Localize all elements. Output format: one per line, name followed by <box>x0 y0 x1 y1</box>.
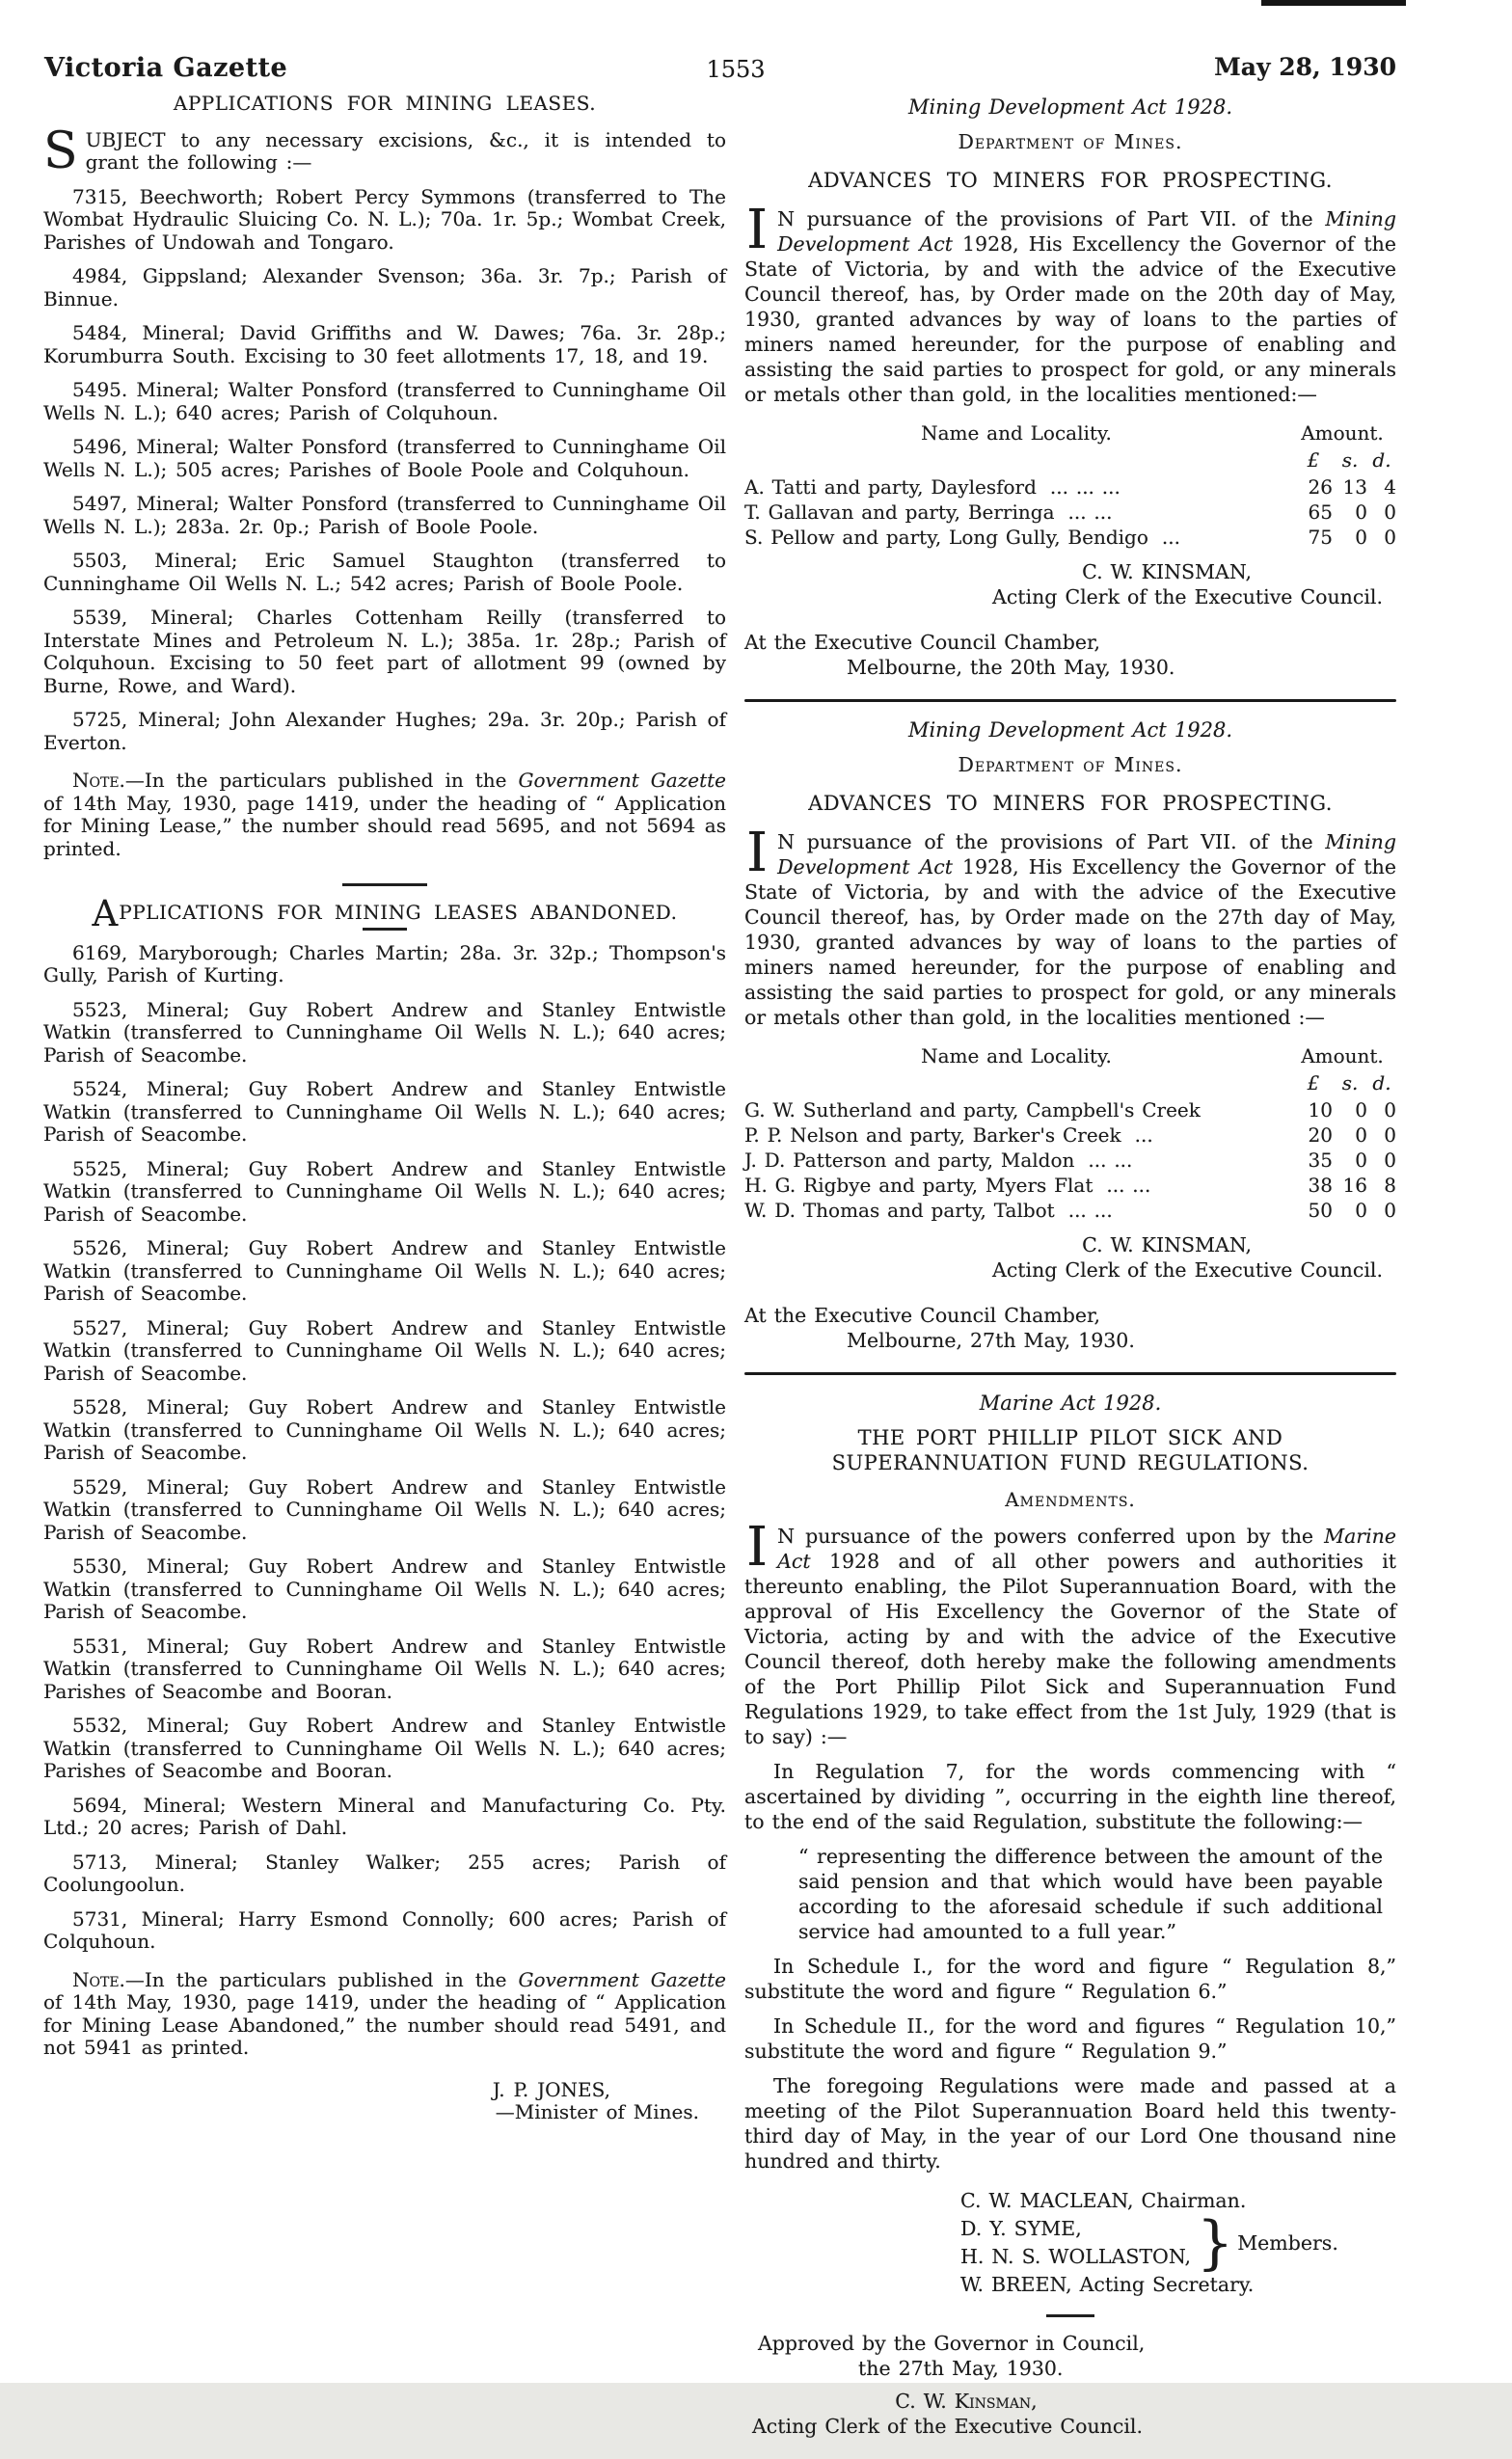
row-pounds: 26 <box>1308 475 1333 499</box>
row-pounds: 50 <box>1308 1199 1333 1222</box>
row-pence: 4 <box>1384 475 1396 499</box>
dropcap-s: S <box>43 122 78 180</box>
regulation7-paragraph: In Regulation 7, for the words commencing with “ ascertained by dividing ”, occurring in the eighth line thereof, to the end of the said Regulation, substitute the following:— <box>744 1760 1396 1833</box>
table-row <box>744 525 1396 550</box>
heading-initial-a: A <box>92 893 120 934</box>
clerk-signature-block <box>744 1232 1396 1283</box>
abandoned-entry: 5527, Mineral; Guy Robert Andrew and Stanley Entwistle Watkin (transferred to Cunninghame Oil Wells N. L.); 640 acres; Parish of Seacombe. <box>43 1315 726 1385</box>
abandoned-entry: 5713, Mineral; Stanley Walker; 255 acres; Parish of Coolungoolun. <box>43 1850 726 1896</box>
abandoned-note <box>43 1969 726 2060</box>
row-shillings: 0 <box>1355 526 1367 549</box>
abandoned-entry: 6169, Maryborough; Charles Martin; 28a. 3r. 32p.; Thompson's Gully, Parish of Kurting. <box>43 940 726 986</box>
row-pence: 0 <box>1384 1199 1396 1222</box>
unit-pounds: £ <box>1307 448 1320 472</box>
unit-shillings: s. <box>1341 448 1359 472</box>
abandoned-entry: 5532, Mineral; Guy Robert Andrew and Stanley Entwistle Watkin (transferred to Cunninghame Oil Wells N. L.); 640 acres; Parishes of Seacombe and Booran. <box>43 1714 726 1782</box>
advances-heading: ADVANCES TO MINERS FOR PROSPECTING. <box>808 792 1333 815</box>
row-pence: 8 <box>1384 1174 1396 1197</box>
leases-intro-text: UBJECT to any necessary excisions, &c., it is intended to grant the following :— <box>85 127 726 174</box>
row-name: H. G. Rigbye and party, Myers Flat <box>744 1174 1094 1197</box>
table-row <box>744 1148 1396 1173</box>
row-name: W. D. Thomas and party, Talbot <box>744 1199 1055 1222</box>
row-pence: 0 <box>1384 1148 1396 1172</box>
dropcap-i: I <box>746 199 769 261</box>
members-brace-glyph: } <box>1197 2209 1234 2277</box>
table-row <box>744 474 1396 500</box>
final-clerk-role: Acting Clerk of the Executive Council. <box>752 2415 1143 2438</box>
council-chamber-block <box>744 630 1396 680</box>
member-signature: H. N. S. WOLLASTON, <box>960 2245 1191 2268</box>
row-leader-dots: ... <box>1134 1123 1153 1147</box>
clerk-signature-name: C. W. KINSMAN, <box>1082 560 1252 583</box>
member-signature: D. Y. SYME, <box>960 2217 1082 2240</box>
row-name: G. W. Sutherland and party, Campbell's Creek <box>744 1098 1201 1121</box>
chamber-date-line: Melbourne, 27th May, 1930. <box>847 1328 1135 1352</box>
department-line: Department of Mines. <box>958 753 1183 776</box>
row-pounds: 75 <box>1308 526 1333 549</box>
row-pence: 0 <box>1384 1098 1396 1121</box>
right-column <box>744 91 1396 2459</box>
row-pounds: 35 <box>1308 1148 1333 1172</box>
row-shillings: 16 <box>1342 1174 1367 1197</box>
amendments-subheading: Amendments. <box>1005 1488 1136 1511</box>
row-shillings: 0 <box>1355 500 1367 524</box>
row-shillings: 0 <box>1355 1148 1367 1172</box>
notice-divider-rule <box>744 1372 1396 1375</box>
note-label: Note. <box>72 769 125 792</box>
row-shillings: 0 <box>1355 1123 1367 1147</box>
section-heading-mining-leases: APPLICATIONS FOR MINING LEASES. <box>173 92 597 115</box>
heading-underline-dash <box>363 928 407 931</box>
lease-entry: 5496, Mineral; Walter Ponsford (transferred to Cunninghame Oil Wells N. L.); 505 acres; Parishes of Boole Poole and Colquhoun. <box>43 435 726 481</box>
notice1-act-italic: Mining Development Act <box>777 207 1396 256</box>
notice2-body <box>744 822 1396 1030</box>
section-divider-rule <box>342 883 427 886</box>
print-corner-mark <box>1261 0 1406 6</box>
notice2-body-post: 1928, His Excellency the Governor of the State of Victoria, by and with the advice of the Executive Council thereof, has, by Order made on the 27th day of May, 1930, granted advances by way of loans to the parties of miners named hereunder, for the purpose of enabling and assisting the said parties to prospect for gold, or any minerals or metals other than gold, in the localities mentioned :— <box>744 855 1396 1029</box>
advances-table-1 <box>744 420 1396 550</box>
final-clerk-block <box>744 2389 1207 2439</box>
leases-note <box>43 770 726 860</box>
abandoned-entry: 5524, Mineral; Guy Robert Andrew and Stanley Entwistle Watkin (transferred to Cunninghame Oil Wells N. L.); 640 acres; Parish of Seacombe. <box>43 1077 726 1146</box>
row-pence: 0 <box>1384 1123 1396 1147</box>
notice3-body <box>744 1516 1396 1749</box>
row-leader-dots: ... ... <box>1067 500 1113 524</box>
currency-units-row <box>744 447 1396 473</box>
row-shillings: 0 <box>1355 1098 1367 1121</box>
approval-block <box>758 2331 1396 2381</box>
lease-entry: 5495. Mineral; Walter Ponsford (transferred to Cunninghame Oil Wells N. L.); 640 acres; Parish of Colquhoun. <box>43 378 726 424</box>
notice2-act-italic: Mining Development Act <box>777 830 1396 878</box>
units-spacer <box>744 1070 1294 1095</box>
row-pounds: 65 <box>1308 500 1333 524</box>
row-shillings: 0 <box>1355 1199 1367 1222</box>
abandoned-entry: 5529, Mineral; Guy Robert Andrew and Stanley Entwistle Watkin (transferred to Cunninghame Oil Wells N. L.); 640 acres; Parish of Seacombe. <box>43 1474 726 1544</box>
members-signature-row <box>960 2209 1396 2277</box>
table-row <box>744 1097 1396 1122</box>
left-column <box>43 91 726 2144</box>
col-header-amount: Amount. <box>1301 1044 1384 1067</box>
notice1-body-pre: N pursuance of the provisions of Part VII. of the <box>777 207 1326 230</box>
page-number: 1553 <box>706 56 766 83</box>
substitution-quote: “ representing the difference between the amount of the said pension and that which would have been payable according to the aforesaid schedule if such additional service had amounted to a full year.” <box>798 1845 1383 1943</box>
act-title: Mining Development Act 1928. <box>907 718 1233 742</box>
approval-line: Approved by the Governor in Council, <box>758 2332 1146 2355</box>
row-name: S. Pellow and party, Long Gully, Bendigo <box>744 526 1148 549</box>
clerk-signature-role: Acting Clerk of the Executive Council. <box>992 585 1383 608</box>
unit-shillings: s. <box>1341 1071 1359 1094</box>
lease-entry: 4984, Gippsland; Alexander Svenson; 36a. 3r. 7p.; Parish of Binnue. <box>43 264 726 311</box>
row-leader-dots: ... ... <box>1067 1199 1113 1222</box>
notice3-act-italic: Marine Act <box>777 1525 1396 1573</box>
publication-title: Victoria Gazette <box>44 53 288 83</box>
unit-pence: d. <box>1372 448 1391 472</box>
row-leader-dots: ... ... <box>1088 1148 1133 1172</box>
notice3-body-pre: N pursuance of the powers conferred upon by the <box>777 1525 1325 1548</box>
chamber-line: At the Executive Council Chamber, <box>744 1303 1101 1327</box>
row-name: P. P. Nelson and party, Barker's Creek <box>744 1123 1121 1147</box>
lease-entry: 5503, Mineral; Eric Samuel Staughton (transferred to Cunninghame Oil Wells N. L.; 542 acres; Parish of Boole Poole. <box>43 549 726 595</box>
col-header-name-locality: Name and Locality. <box>921 421 1112 445</box>
final-clerk-name: C. W. Kinsman, <box>895 2390 1038 2413</box>
note-text: —In the particulars published in the <box>124 769 519 792</box>
heading-rest: PPLICATIONS FOR MINING LEASES ABANDONED. <box>119 901 678 924</box>
col-header-name-locality: Name and Locality. <box>921 1044 1112 1067</box>
row-pence: 0 <box>1384 500 1396 524</box>
notice1-body-post: 1928, His Excellency the Governor of the State of Victoria, by and with the advice of the Executive Council thereof, has, by Order made on the 20th day of May, 1930, granted advances by way of loans to the parties of miners named hereunder, for the purpose of enabling and assisting the said parties to prospect for gold, or any minerals or metals other than gold, in the localities mentioned:— <box>744 232 1396 406</box>
abandoned-entry: 5523, Mineral; Guy Robert Andrew and Stanley Entwistle Watkin (transferred to Cunninghame Oil Wells N. L.); 640 acres; Parish of Seacombe. <box>43 997 726 1067</box>
table-header-row <box>744 420 1396 446</box>
table-row <box>744 1173 1396 1198</box>
notice2-body-pre: N pursuance of the provisions of Part VII. of the <box>777 830 1326 853</box>
row-pounds: 10 <box>1308 1098 1333 1121</box>
abandoned-entry: 5731, Mineral; Harry Esmond Connolly; 600 acres; Parish of Colquhoun. <box>43 1906 726 1953</box>
row-pence: 0 <box>1384 526 1396 549</box>
small-divider-dash <box>1046 2314 1094 2317</box>
unit-pence: d. <box>1372 1071 1391 1094</box>
closing-paragraph: The foregoing Regulations were made and passed at a meeting of the Pilot Superannuation Board held this twenty-third day of May, in the year of our Lord One thousand nine hundred and thirty. <box>744 2074 1396 2173</box>
abandoned-entry: 5531, Mineral; Guy Robert Andrew and Stanley Entwistle Watkin (transferred to Cunninghame Oil Wells N. L.); 640 acres; Parishes of Seacombe and Booran. <box>43 1634 726 1703</box>
clerk-signature-block <box>744 559 1396 609</box>
council-chamber-block <box>744 1303 1396 1353</box>
section-heading-abandoned <box>43 893 726 934</box>
row-pounds: 20 <box>1308 1123 1333 1147</box>
row-name: T. Gallavan and party, Berringa <box>744 500 1055 524</box>
chamber-date-line: Melbourne, the 20th May, 1930. <box>847 655 1175 679</box>
table-header-row <box>744 1043 1396 1068</box>
advances-heading: ADVANCES TO MINERS FOR PROSPECTING. <box>808 169 1333 192</box>
approval-date-line: the 27th May, 1930. <box>858 2357 1064 2380</box>
schedule2-paragraph: In Schedule II., for the word and figures “ Regulation 10,” substitute the word and figure “ Regulation 9.” <box>744 2014 1396 2063</box>
clerk-signature-role: Acting Clerk of the Executive Council. <box>992 1258 1383 1282</box>
clerk-signature-name: C. W. KINSMAN, <box>1082 1233 1252 1257</box>
leases-intro <box>43 122 726 180</box>
advances-table-2 <box>744 1043 1396 1223</box>
lease-entry: 5539, Mineral; Charles Cottenham Reilly (transferred to Interstate Mines and Petroleum N. L.); 385a. 1r. 28p.; Parish of Colquhoun. Excising to 50 feet part of allotment 99 (owned by Burne, Rowe, and Ward). <box>43 606 726 697</box>
abandoned-entry: 5530, Mineral; Guy Robert Andrew and Stanley Entwistle Watkin (transferred to Cunninghame Oil Wells N. L.); 640 acres; Parish of Seacombe. <box>43 1554 726 1623</box>
dropcap-i: I <box>746 1516 769 1579</box>
notice-divider-rule <box>744 699 1396 702</box>
note-italic-gazette: Government Gazette <box>518 769 726 792</box>
minister-signature-name: J. P. JONES, <box>492 2077 610 2101</box>
row-leader-dots <box>1201 1097 1294 1122</box>
abandoned-entry: 5694, Mineral; Western Mineral and Manufacturing Co. Pty. Ltd.; 20 acres; Parish of Dahl. <box>43 1793 726 1839</box>
abandoned-entry: 5526, Mineral; Guy Robert Andrew and Stanley Entwistle Watkin (transferred to Cunninghame Oil Wells N. L.); 640 acres; Parish of Seacombe. <box>43 1236 726 1305</box>
members-label: Members. <box>1237 2230 1338 2255</box>
notice3-body-post: 1928 and of all other powers and authorities it thereunto enabling, the Pilot Superannuation Board, with the approval of His Excellency the Governor of the State of Victoria, acting by and with the advice of the Executive Council thereof, doth hereby make the following amendments of the Port Phillip Pilot Sick and Superannuation Fund Regulations 1929, to take effect from the 1st July, 1929 (that is to say) :— <box>744 1550 1396 1748</box>
col-header-amount: Amount. <box>1301 421 1384 445</box>
row-leader-dots: ... ... ... <box>1049 475 1120 499</box>
row-name: J. D. Patterson and party, Maldon <box>744 1148 1075 1172</box>
member-names <box>960 2215 1191 2271</box>
board-signatures-block <box>960 2187 1396 2299</box>
units-spacer <box>744 447 1294 473</box>
row-name: A. Tatti and party, Daylesford <box>744 475 1037 499</box>
act-title-marine: Marine Act 1928. <box>979 1392 1162 1415</box>
dropcap-i: I <box>746 822 769 884</box>
minister-signature-block <box>43 2079 726 2124</box>
section-heading-abandoned-wrap <box>43 893 726 934</box>
abandoned-entry: 5528, Mineral; Guy Robert Andrew and Stanley Entwistle Watkin (transferred to Cunninghame Oil Wells N. L.); 640 acres; Parish of Seacombe. <box>43 1395 726 1464</box>
minister-signature-role: —Minister of Mines. <box>495 2100 699 2123</box>
unit-pounds: £ <box>1307 1071 1320 1094</box>
chairman-signature: C. W. MACLEAN, Chairman. <box>960 2189 1247 2212</box>
lease-entry: 5497, Mineral; Walter Ponsford (transferred to Cunninghame Oil Wells N. L.); 283a. 2r. 0p.; Parish of Boole Poole. <box>43 492 726 538</box>
note-label: Note. <box>72 1967 125 1991</box>
note-text: —In the particulars published in the <box>124 1967 519 1991</box>
notice1-body <box>744 199 1396 407</box>
table-row <box>744 500 1396 525</box>
currency-units-row <box>744 1070 1396 1095</box>
note-text-end: of 14th May, 1930, page 1419, under the heading of “ Application for Mining Lease,” the number should read 5695, and not 5694 as printed. <box>43 791 726 860</box>
lease-entry: 7315, Beechworth; Robert Percy Symmons (transferred to The Wombat Hydraulic Sluicing Co. N. L.); 70a. 1r. 5p.; Wombat Creek, Parishes of Undowah and Tongaro. <box>43 184 726 254</box>
regulations-heading-line2: SUPERANNUATION FUND REGULATIONS. <box>831 1451 1310 1474</box>
issue-date: May 28, 1930 <box>1214 53 1396 81</box>
note-text-end: of 14th May, 1930, page 1419, under the heading of “ Application for Mining Lease Abandoned,” the number should read 5491, and not 5941 as printed. <box>43 1990 726 2059</box>
row-leader-dots: ... <box>1161 526 1180 549</box>
lease-entry: 5484, Mineral; David Griffiths and W. Dawes; 76a. 3r. 28p.; Korumburra South. Excising to 30 feet allotments 17, 18, and 19. <box>43 321 726 367</box>
row-leader-dots: ... ... <box>1106 1174 1151 1197</box>
regulations-heading-line1: THE PORT PHILLIP PILOT SICK AND <box>857 1426 1283 1449</box>
table-row <box>744 1122 1396 1148</box>
abandoned-entry: 5525, Mineral; Guy Robert Andrew and Stanley Entwistle Watkin (transferred to Cunninghame Oil Wells N. L.); 640 acres; Parish of Seacombe. <box>43 1156 726 1226</box>
secretary-signature: W. BREEN, Acting Secretary. <box>960 2273 1255 2296</box>
row-shillings: 13 <box>1342 475 1367 499</box>
department-line: Department of Mines. <box>958 130 1183 153</box>
schedule1-paragraph: In Schedule I., for the word and figure “ Regulation 8,” substitute the word and figure “ Regulation 6.” <box>744 1955 1396 2003</box>
table-row <box>744 1198 1396 1223</box>
lease-entry: 5725, Mineral; John Alexander Hughes; 29a. 3r. 20p.; Parish of Everton. <box>43 708 726 754</box>
note-italic-gazette: Government Gazette <box>518 1967 726 1991</box>
act-title: Mining Development Act 1928. <box>907 95 1233 119</box>
row-pounds: 38 <box>1308 1174 1333 1197</box>
chamber-line: At the Executive Council Chamber, <box>744 630 1101 654</box>
